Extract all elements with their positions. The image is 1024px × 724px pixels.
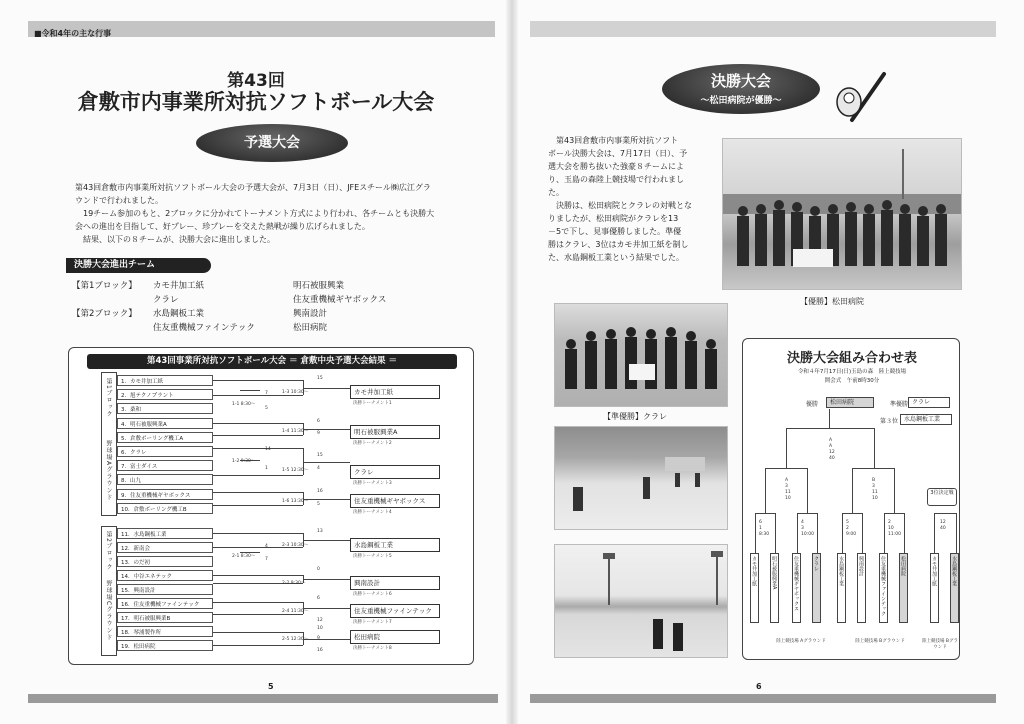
result-team: カモ井加工紙 — [350, 385, 440, 399]
qualified-team: クラレ — [153, 295, 179, 305]
third-place-label: 3位決定戦 — [927, 488, 957, 506]
team-row: 7．富士ダイス — [121, 464, 158, 471]
qualified-team: 水島鋼板工業 — [153, 309, 205, 319]
bracket-line — [213, 435, 303, 436]
ground-label-c: 陸上競技場 Bグラウンド — [921, 639, 959, 650]
prelim-text — [75, 181, 485, 246]
para-line: りましたが、松田病院がクラレを13 — [548, 214, 679, 223]
bracket-line — [213, 448, 303, 449]
right-header-bar — [530, 21, 996, 37]
team-row: 18．琴浦製作所 — [121, 630, 161, 636]
qualified-team: 住友重機械ギヤボックス — [293, 295, 387, 305]
team-row: 2．旭テクノプラント — [121, 393, 174, 400]
result-team: 松田病院 — [350, 630, 440, 644]
bracket-team: 住友重機械ファインテック — [879, 553, 888, 623]
result-team: 水島鋼板工業 — [350, 538, 440, 552]
bracket-venue-date: 令和４年7月17日(日)玉島の森 陸上競技場 — [797, 369, 907, 375]
para-line: ウンドで行われました。 — [75, 196, 163, 205]
para-line: 選大会を勝ち抜いた強豪８チームによ — [548, 162, 684, 171]
para-line: 19チーム参加のもと、2ブロックに分かれてトーナメント方式により行われ、各チームとも決勝大 — [83, 209, 435, 218]
bracket-line — [213, 475, 303, 476]
team-row: 6．クラレ — [121, 450, 147, 456]
team-row: 3．桑和 — [121, 407, 141, 414]
team-row: 13．のだ初 — [121, 560, 150, 566]
qualified-block: 【第2ブロック】 — [72, 309, 137, 319]
bracket-line — [213, 645, 303, 646]
result-sub: 決勝トーナメント6 — [353, 592, 392, 597]
bracket-line — [786, 428, 874, 429]
team-row: 14．中谷エネテック — [121, 574, 172, 580]
team-row: 10．倉敷ボーリング機工B — [121, 506, 187, 513]
final-text — [548, 134, 713, 264]
bracket-team: 住友重機械ギヤボックス — [792, 553, 801, 623]
bracket-team: 興南設計 — [857, 553, 866, 623]
bracket-line — [797, 513, 817, 514]
bracket-title: 決勝大会組み合わせ表 — [786, 351, 917, 366]
match-schedule: 1-6 13:30～ — [282, 499, 309, 504]
match-schedule: 1-2 9:30～ — [232, 459, 256, 464]
match-schedule: 2-3 10:30～ — [282, 543, 309, 548]
bracket-line — [303, 388, 350, 389]
bracket-semi-info: A 3 11 10 — [785, 478, 791, 501]
para-line: た。 — [548, 188, 564, 197]
block2-ground: 野球場Cグラウンド — [105, 580, 112, 642]
bracket-line — [213, 380, 303, 381]
bracket-team: 水島鋼板工業 — [837, 553, 846, 623]
final-badge-title: 決勝大会 — [710, 72, 771, 90]
game-photo-1 — [554, 426, 728, 530]
match-schedule: 2-5 12:30～ — [282, 637, 309, 642]
bracket-line — [303, 499, 350, 500]
bracket-line — [807, 468, 808, 513]
team-row: 16．住友重機械ファインテック — [121, 602, 200, 608]
match-schedule: 1-4 11:30～ — [282, 429, 309, 434]
block1-ground: 野球場Aグラウンド — [105, 440, 112, 502]
team-row: 12．新南会 — [121, 546, 150, 552]
result-team: 住友重機械ファインテック — [350, 604, 440, 618]
bracket-line — [765, 468, 807, 469]
match-score: 4 — [265, 544, 268, 549]
match-schedule: 2-2 9:30～ — [282, 581, 306, 586]
team-row: 11．水島鋼板工業 — [121, 532, 167, 538]
match-score: 5 — [317, 502, 320, 507]
result-sub: 決勝トーナメント8 — [353, 646, 392, 651]
bracket-match-info: 6 1 8:30 — [759, 520, 770, 537]
qualified-team: 明石被服興業 — [293, 281, 345, 291]
bracket-line — [934, 513, 935, 553]
bracket-line — [303, 608, 350, 609]
bracket-line — [213, 423, 303, 424]
qualified-heading: 決勝大会進出チーム — [66, 258, 211, 273]
team-group-image — [723, 139, 962, 290]
bracket-match-info: 2 10 11:00 — [888, 520, 901, 537]
block1-label: 第1ブロック — [105, 378, 112, 418]
qualified-team: 興南設計 — [293, 309, 328, 319]
match-score: 7 — [265, 391, 268, 396]
bracket-line — [829, 409, 830, 429]
caption-runnerup: 【準優勝】クラレ — [603, 412, 667, 421]
bracket-semi-info: B 3 11 10 — [872, 478, 878, 501]
team-row: 5．倉敷ボーリング機工A — [121, 435, 184, 442]
para-line: －5で下し、見事優勝しました。準優 — [548, 227, 682, 236]
para-line: り、玉島の森陸上競技場で行われまし — [548, 175, 684, 184]
third-place-team: カモ井加工紙 — [930, 553, 939, 623]
result-sub: 決勝トーナメント4 — [353, 510, 392, 515]
bracket-line — [213, 505, 303, 506]
game-photo-2 — [554, 544, 728, 658]
result-sub: 決勝トーナメント7 — [353, 620, 392, 625]
match-score: 1 — [265, 466, 268, 471]
page-number-left: 5 — [268, 682, 274, 691]
bracket-team: カモ井加工紙 — [750, 553, 759, 623]
bracket-line — [765, 468, 766, 513]
footer-bar-right — [530, 694, 996, 703]
bracket-line — [934, 513, 956, 514]
qualified-team: 松田病院 — [293, 323, 328, 333]
para-line: 勝はクラレ、3位はカモ井加工紙を制し — [548, 240, 689, 249]
match-score: 5 — [265, 406, 268, 411]
qualified-team: カモ井加工紙 — [153, 281, 205, 291]
bracket-line — [775, 513, 776, 553]
para-line: ボール決勝大会は、7月17日（日）、予 — [548, 149, 688, 158]
qualified-block: 【第1ブロック】 — [72, 281, 137, 291]
match-score: 0 — [317, 567, 320, 572]
bracket-line — [894, 468, 895, 513]
rank2-team: クラレ — [908, 397, 950, 408]
runnerup-group-image — [555, 304, 728, 407]
bracket-line — [213, 575, 303, 576]
ground-label-b: 陸上競技場 Bグラウンド — [855, 639, 905, 644]
bracket-team: クラレ — [812, 553, 821, 623]
match-score: 14 — [265, 447, 271, 452]
bracket-line — [874, 428, 875, 468]
qualified-team: 住友重機械ファインテック — [153, 323, 255, 333]
block2-label: 第2ブロック — [105, 531, 112, 571]
result-sub: 決勝トーナメント5 — [353, 554, 392, 559]
match-score: 4 — [317, 466, 320, 471]
bracket-match-info: 12 40 — [940, 520, 946, 531]
match-score: 9 — [317, 636, 320, 641]
bracket-line — [797, 513, 798, 553]
section-header-label: ■令和4年の主な行事 — [34, 29, 112, 38]
page-number-right: 6 — [756, 682, 762, 691]
footer-bar-left — [28, 694, 498, 703]
team-row: 1．カモ井加工紙 — [121, 379, 163, 385]
bracket-line — [303, 639, 350, 640]
match-schedule: 1-3 10:30～ — [282, 390, 309, 395]
rank3-team: 水島鋼板工業 — [900, 414, 952, 425]
match-score: 9 — [317, 431, 320, 436]
match-schedule: 1-1 8:30～ — [232, 402, 256, 407]
result-team: 興南設計 — [350, 576, 440, 590]
bracket-line — [862, 513, 863, 553]
match-schedule: 2-1 8:30～ — [232, 554, 256, 559]
match-score: 15 — [317, 376, 323, 381]
para-line: 第43回倉敷市内事業所対抗ソフトボール大会の予選大会が、7月3日（日）、JFEスチール㈱広江グラ — [75, 183, 431, 192]
bracket-match-info: 5 2 9:00 — [846, 520, 857, 537]
runnerup-team-photo — [554, 303, 728, 407]
bracket-final-info: A A 12 40 — [829, 438, 835, 461]
field-scene-image — [555, 545, 728, 658]
para-line: 会への進出を目指して、好プレー、珍プレーを交えた熱戦が繰り広げられました。 — [75, 222, 370, 231]
bracket-line — [755, 513, 775, 514]
bracket-line — [213, 602, 303, 603]
rank1-label: 優勝 — [806, 401, 819, 408]
match-schedule: 2-4 11:30～ — [282, 609, 309, 614]
bracket-line — [240, 390, 260, 391]
game-scene-image — [555, 427, 728, 530]
rank3-label: 第３位 — [880, 418, 899, 425]
match-score: 6 — [317, 419, 320, 424]
match-score: 16 — [317, 489, 323, 494]
para-line: 第43回倉敷市内事業所対抗ソフト — [556, 136, 679, 145]
table-title: 第43回事業所対抗ソフトボール大会 ＝ 倉敷中央予選大会結果 ＝ — [87, 354, 457, 369]
bracket-line — [786, 428, 787, 468]
section-header — [28, 21, 495, 37]
bracket-line — [213, 533, 303, 534]
final-badge — [662, 64, 820, 114]
result-sub: 決勝トーナメント2 — [353, 441, 392, 446]
bracket-line — [884, 513, 885, 553]
match-score: 15 — [317, 453, 323, 458]
softball-glove-icon — [832, 70, 888, 128]
rank1-team: 松田病院 — [826, 397, 874, 408]
para-line: た、水島鋼板工業という結果でした。 — [548, 253, 684, 262]
bracket-line — [755, 513, 756, 553]
match-score: 10 — [317, 626, 323, 631]
team-row: 17．明石被服興業B — [121, 616, 171, 622]
bracket-line — [303, 540, 350, 541]
result-sub: 決勝トーナメント3 — [353, 481, 392, 486]
team-row: 15．興南設計 — [121, 588, 156, 594]
match-score: 16 — [317, 648, 323, 653]
bracket-line — [213, 632, 303, 633]
match-schedule: 1-5 12:30～ — [282, 468, 309, 473]
match-score: 13 — [317, 529, 323, 534]
winner-team-photo — [722, 138, 962, 290]
bracket-line — [213, 395, 303, 396]
caption-winner: 【優勝】松田病院 — [800, 297, 864, 306]
bracket-opening: 開会式 午前8時30分 — [824, 378, 880, 384]
team-row: 8．山九 — [121, 478, 141, 485]
para-line: 結果、以下の８チームが、決勝大会に進出しました。 — [83, 235, 275, 244]
result-team: クラレ — [350, 465, 440, 479]
bracket-line — [842, 513, 843, 553]
team-row: 9．住友重機械ギヤボックス — [121, 492, 191, 499]
third-place-team: 水島鋼板工業 — [950, 553, 959, 623]
bracket-line — [303, 579, 350, 580]
match-score: 6 — [317, 596, 320, 601]
bracket-line — [817, 513, 818, 553]
bracket-line — [884, 513, 904, 514]
team-row: 19．松田病院 — [121, 644, 156, 650]
ground-label-a: 陸上競技場 Aグラウンド — [776, 639, 826, 644]
para-line: 決勝は、松田病院とクラレの対戦とな — [556, 201, 692, 210]
bracket-line — [956, 513, 957, 553]
match-score: 12 — [317, 618, 323, 623]
page-title: 倉敷市内事業所対抗ソフトボール大会 — [77, 90, 435, 114]
bracket-team: 松田病院 — [899, 553, 908, 623]
rank2-label: 準優勝 — [890, 401, 909, 408]
team-row: 4．明石被服興業A — [121, 421, 167, 428]
match-score: 7 — [265, 557, 268, 562]
bracket-line — [904, 513, 905, 553]
prelim-badge: 予選大会 — [196, 124, 348, 162]
bracket-match-info: 4 3 10:00 — [801, 520, 814, 537]
bracket-line — [213, 614, 303, 615]
bracket-line — [213, 492, 303, 493]
bracket-line — [852, 468, 894, 469]
title-edition: 第43回 — [227, 71, 285, 91]
bracket-team: 明石被服興業A — [770, 553, 779, 623]
bracket-line — [842, 513, 862, 514]
result-sub: 決勝トーナメント1 — [353, 401, 392, 406]
bracket-line — [303, 462, 350, 463]
bracket-line — [303, 429, 350, 430]
bracket-line — [852, 468, 853, 513]
final-badge-sub: ～松田病院が優勝～ — [700, 96, 782, 106]
result-team: 明石被服興業A — [350, 425, 440, 439]
result-team: 住友重機械ギヤボックス — [350, 494, 440, 508]
